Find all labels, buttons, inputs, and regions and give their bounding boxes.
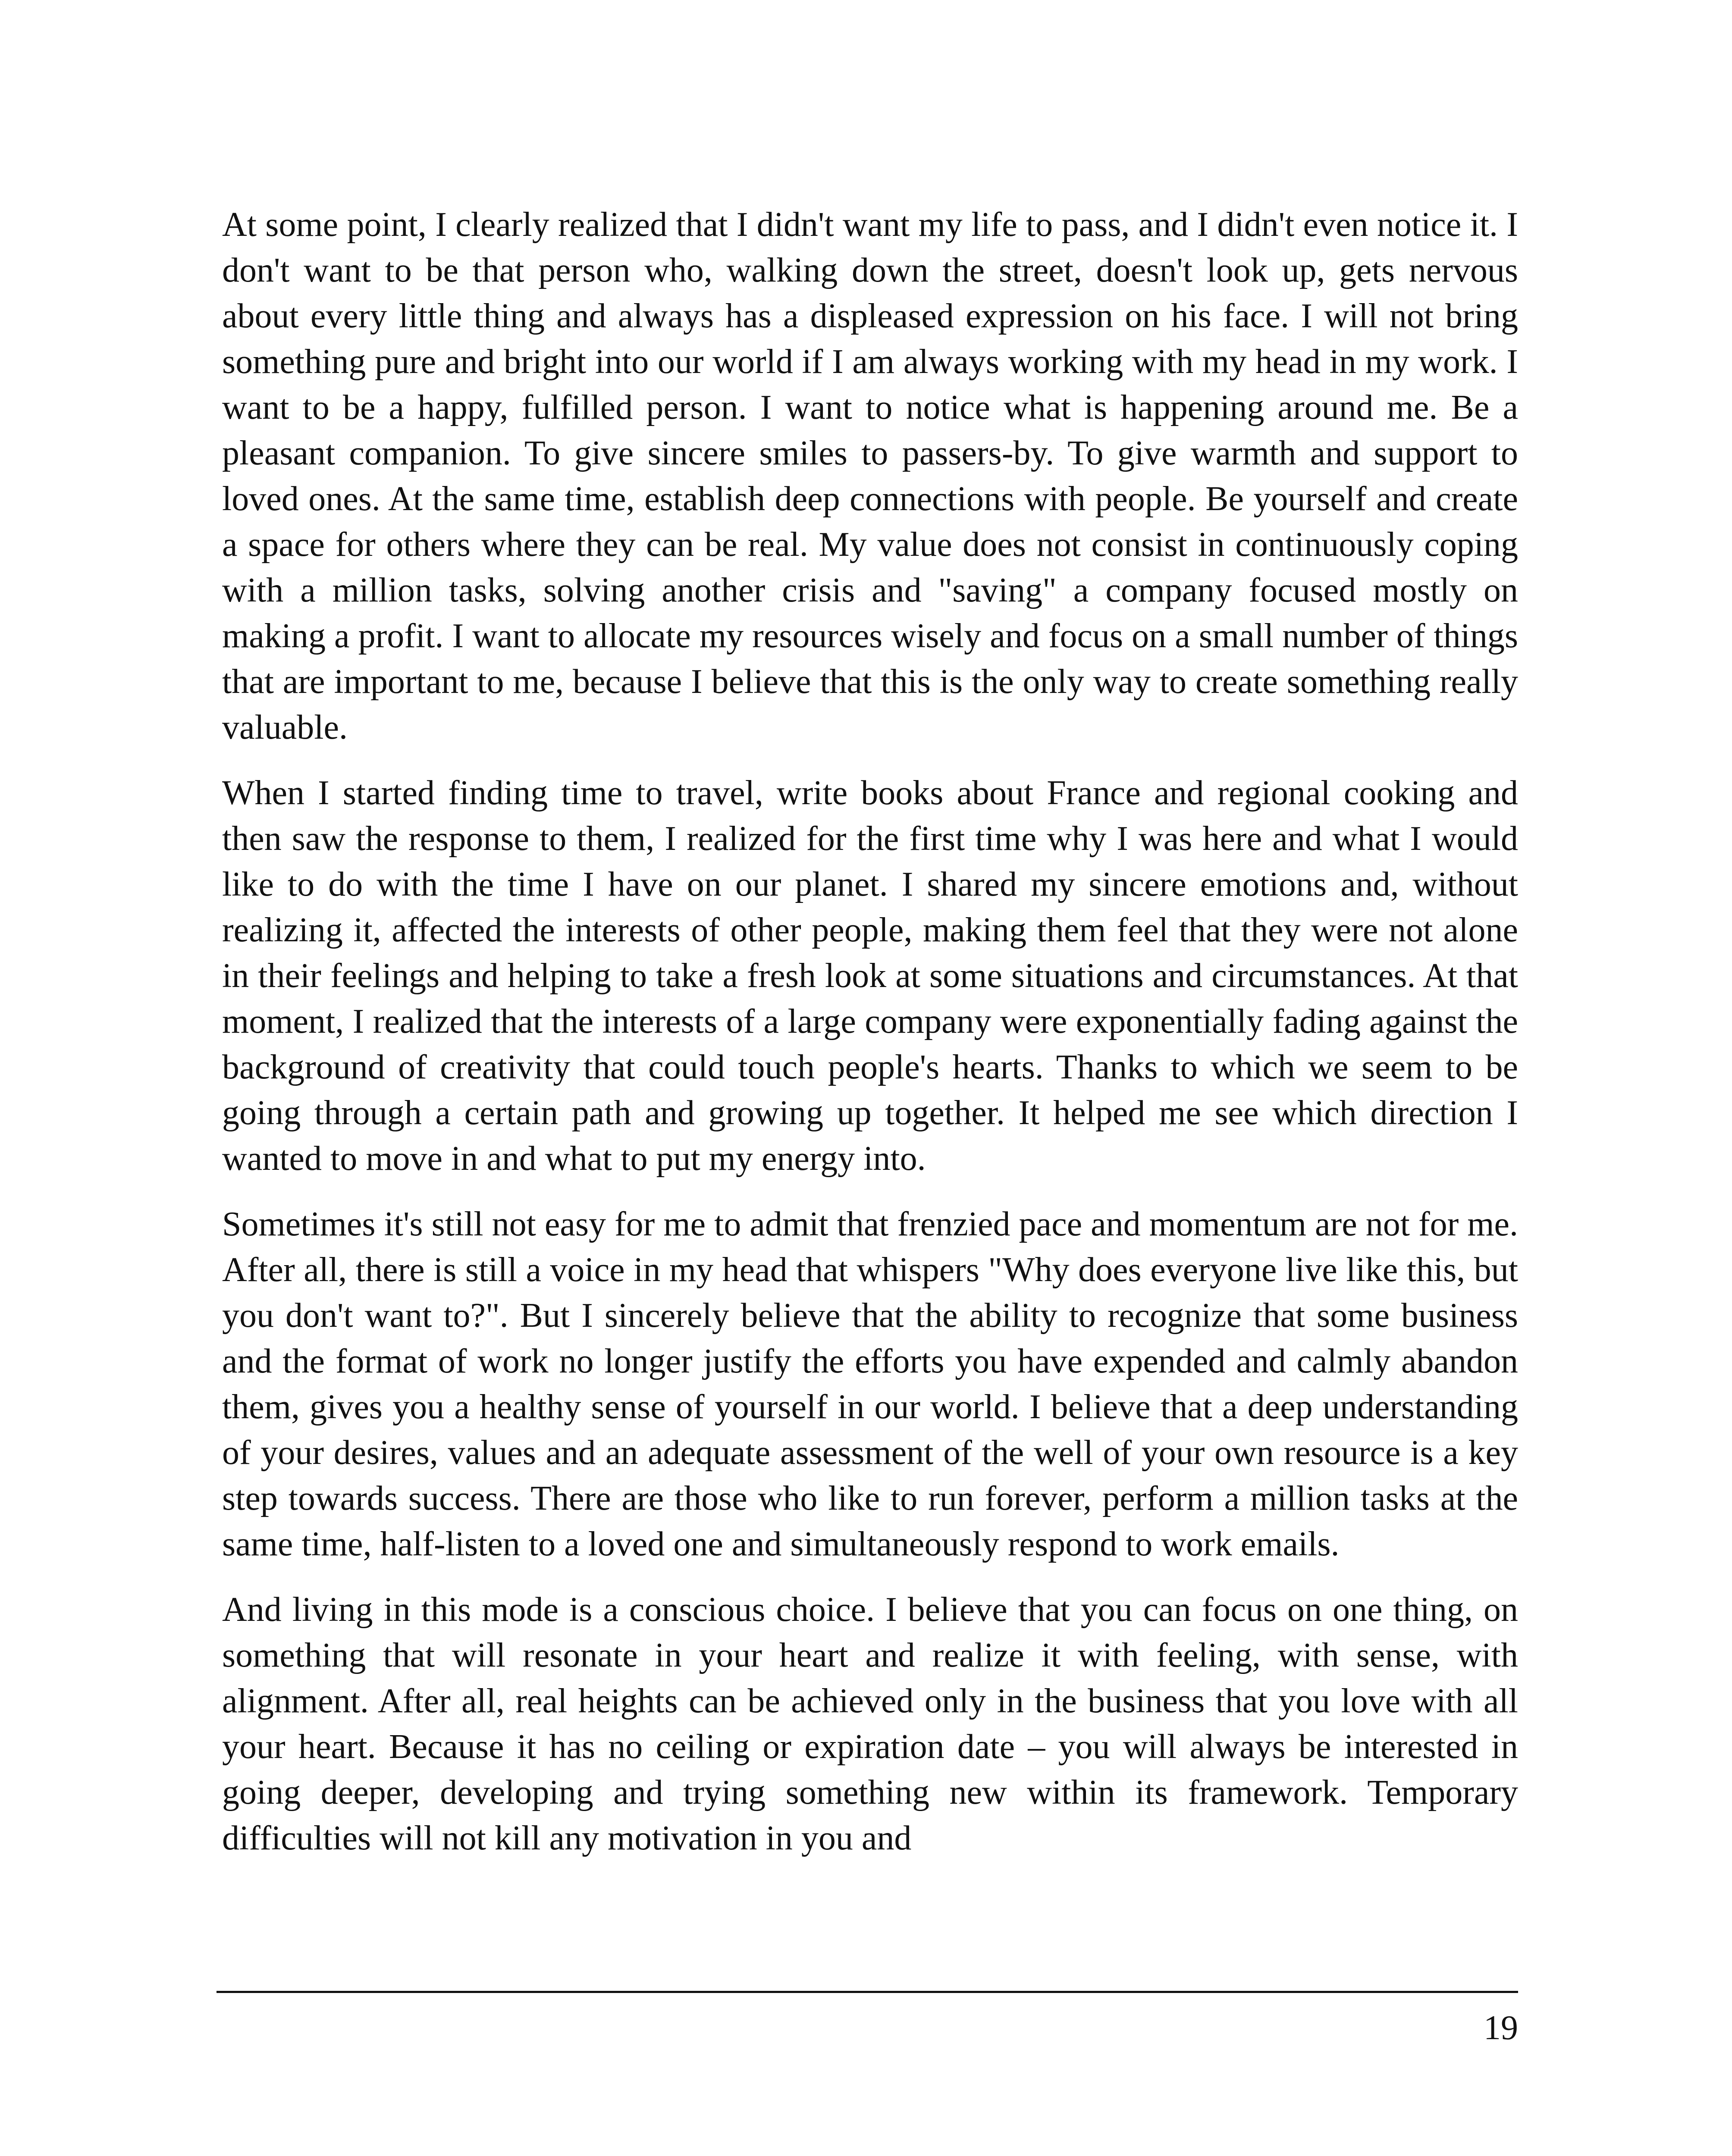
footer-divider xyxy=(216,1991,1518,1993)
paragraph-3: Sometimes it's still not easy for me to admit that frenzied pace and momentum are not for me. After all, there is still a voice in my head that whispers "Why does everyone live like this, but you don't want to?". But I sincerely believe that the ability to recognize that some business and the format of work no longer justify the efforts you have expended and calmly abandon them, gives you a healthy sense of yourself in our world. I believe that a deep understanding of your desires, values and an adequate assessment of the well of your own resource is a key step towards success. There are those who like to run forever, perform a million tasks at the same time, half-listen to a loved one and simultaneously respond to work emails. xyxy=(222,1205,1518,1563)
paragraph-4: And living in this mode is a conscious choice. I believe that you can focus on one thing, on something that will resonate in your heart and realize it with feeling, with sense, with alignment. After all, real heights can be achieved only in the business that you love with all your heart. Because it has no ceiling or expiration date – you will always be interested in going deeper, developing and trying something new within its framework. Temporary difficulties will not kill any motivation in you and xyxy=(222,1591,1518,1857)
paragraph-1: At some point, I clearly realized that I didn't want my life to pass, and I didn't even notice it. I don't want to be that person who, walking down the street, doesn't look up, gets nervous about every little thing and always has a displeased expression on his face. I will not bring something pure and bright into our world if I am always working with my head in my work. I want to be a happy, fulfilled person. I want to notice what is happening around me. Be a pleasant companion. To give sincere smiles to passers-by. To give warmth and support to loved ones. At the same time, establish deep connections with people. Be yourself and create a space for others where they can be real. My value does not consist in continuously coping with a million tasks, solving another crisis and "saving" a company focused mostly on making a profit. I want to allocate my resources wisely and focus on a small number of things that are important to me, because I believe that this is the only way to create something really valuable. xyxy=(222,206,1518,746)
body-text xyxy=(222,202,1518,1881)
page-number: 19 xyxy=(1484,2009,1518,2047)
paragraph-2: When I started finding time to travel, write books about France and regional cooking and then saw the response to them, I realized for the first time why I was here and what I would like to do with the time I have on our planet. I shared my sincere emotions and, without realizing it, affected the interests of other people, making them feel that they were not alone in their feelings and helping to take a fresh look at some situations and circumstances. At that moment, I realized that the interests of a large company were exponentially fading against the background of creativity that could touch people's hearts. Thanks to which we seem to be going through a certain path and growing up together. It helped me see which direction I wanted to move in and what to put my energy into. xyxy=(222,774,1518,1178)
